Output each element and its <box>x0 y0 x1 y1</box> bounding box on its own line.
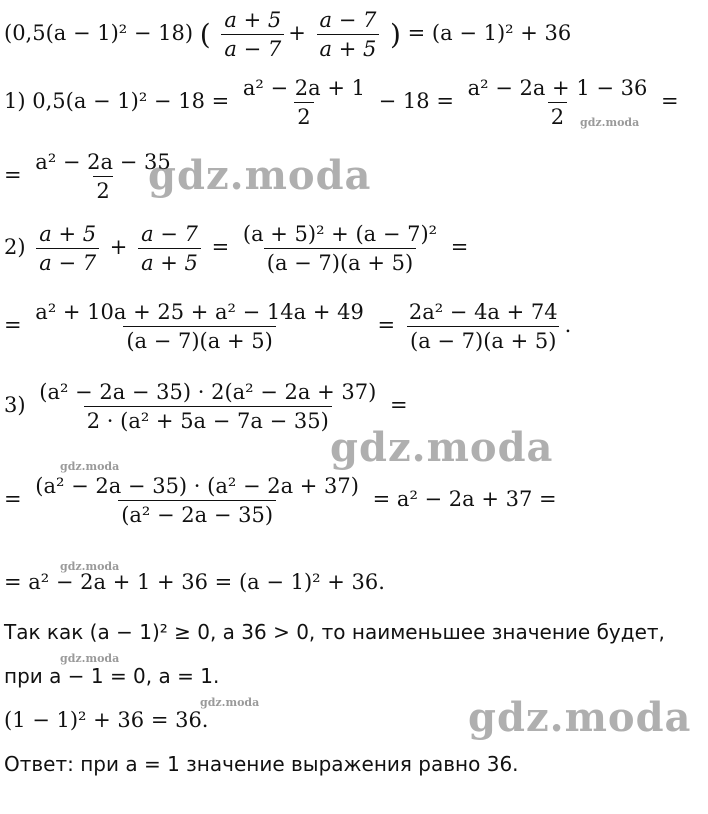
problem-frac-1 <box>221 8 284 61</box>
watermark-logo: gdz.moda <box>148 152 372 199</box>
frac-den: 2 <box>93 176 112 203</box>
step2-frac-1 <box>36 222 99 275</box>
frac-den: (a − 7)(a + 5) <box>123 326 275 353</box>
step3-cont-prefix: = <box>4 487 22 512</box>
watermark-small: gdz.moda <box>200 696 260 709</box>
conclusion-line-1: Так как (a − 1)² ≥ 0, а 36 > 0, то наименьшее значение будет, <box>4 620 665 644</box>
frac-den: a + 5 <box>138 248 201 275</box>
step3-cont-line <box>4 474 557 527</box>
frac-num: a² − 2a − 35 <box>35 150 171 174</box>
frac-num: a + 5 <box>39 222 97 246</box>
watermark-small: gdz.moda <box>60 652 120 665</box>
watermark-logo: gdz.moda <box>330 424 554 471</box>
step1-prefix: 1) 0,5(a − 1)² − 18 = <box>4 89 230 114</box>
step3-result: = a² − 2a + 37 = <box>372 487 557 512</box>
step2-suffix: = <box>450 235 469 260</box>
frac-den: a − 7 <box>36 248 99 275</box>
answer-line: Ответ: при a = 1 значение выражения равно 36. <box>4 752 519 776</box>
step2-frac-4 <box>32 300 367 353</box>
step2-line <box>4 222 468 275</box>
step2-frac-3 <box>240 222 440 275</box>
problem-line: (0,5(a − 1)² − 18) ( $\frac{a + 5}{a - 7}$ + $\frac{a - 7}{a + 5}$ ) = (a − 1)² + 36 <box>4 8 572 62</box>
frac-den: 2 <box>294 102 313 129</box>
watermark-small: gdz.moda <box>580 116 640 129</box>
step1-line <box>4 76 679 129</box>
frac-num: a − 7 <box>141 222 198 246</box>
step2-prefix: 2) <box>4 235 26 260</box>
step2-cont-prefix: = <box>4 313 22 338</box>
frac-den: (a − 7)(a + 5) <box>407 326 559 353</box>
paren-close: ) <box>390 17 401 51</box>
step2-end: . <box>564 313 572 338</box>
problem-lhs: (0,5(a − 1)² − 18) <box>4 21 194 46</box>
conclusion-line-2: при a − 1 = 0, a = 1. <box>4 664 220 688</box>
watermark-logo: gdz.moda <box>468 694 692 741</box>
frac-den: (a² − 2a − 35) <box>118 500 276 527</box>
conclusion-line-3: (1 − 1)² + 36 = 36. <box>4 708 209 732</box>
step3-prefix: 3) <box>4 393 26 418</box>
step2-plus: + <box>109 235 128 260</box>
frac-num: 2a² − 4a + 74 <box>408 300 558 324</box>
step1-mid: − 18 = <box>378 89 454 114</box>
step1-cont-prefix: = <box>4 163 22 188</box>
step2-frac-5 <box>406 300 561 353</box>
frac-den: 2 <box>548 102 567 129</box>
frac-num: (a² − 2a − 35) · (a² − 2a + 37) <box>35 474 359 498</box>
step1-suffix: = <box>661 89 679 114</box>
step2-cont-line <box>4 300 571 353</box>
frac-den: 2 · (a² + 5a − 7a − 35) <box>84 406 332 433</box>
frac-num: a + 5 <box>224 8 282 32</box>
step3-frac-2 <box>32 474 362 527</box>
frac-den: (a − 7)(a + 5) <box>264 248 416 275</box>
frac-num: (a² − 2a − 35) · 2(a² − 2a + 37) <box>39 380 377 404</box>
step2-frac-2 <box>138 222 201 275</box>
problem-rhs: = (a − 1)² + 36 <box>407 21 572 46</box>
frac-num: (a + 5)² + (a − 7)² <box>242 222 438 246</box>
step2-eq: = <box>211 235 230 260</box>
frac-num: a² + 10a + 25 + a² − 14a + 49 <box>35 300 364 324</box>
step2-eq2: = <box>377 313 396 338</box>
step3-frac-1 <box>36 380 379 433</box>
step3-line3: = a² − 2a + 1 + 36 = (a − 1)² + 36. <box>4 570 385 594</box>
paren-open: ( <box>199 17 211 51</box>
frac-num: a − 7 <box>319 8 377 32</box>
frac-num: a² − 2a + 1 − 36 <box>467 76 648 100</box>
step3-suffix: = <box>389 393 408 418</box>
step1-frac-1 <box>240 76 368 129</box>
problem-frac-2 <box>317 8 380 61</box>
watermark-small: gdz.moda <box>60 560 120 573</box>
watermark-small: gdz.moda <box>60 460 120 473</box>
frac-den: a − 7 <box>221 34 284 61</box>
frac-den: a + 5 <box>317 34 380 61</box>
frac-num: a² − 2a + 1 <box>242 76 365 100</box>
